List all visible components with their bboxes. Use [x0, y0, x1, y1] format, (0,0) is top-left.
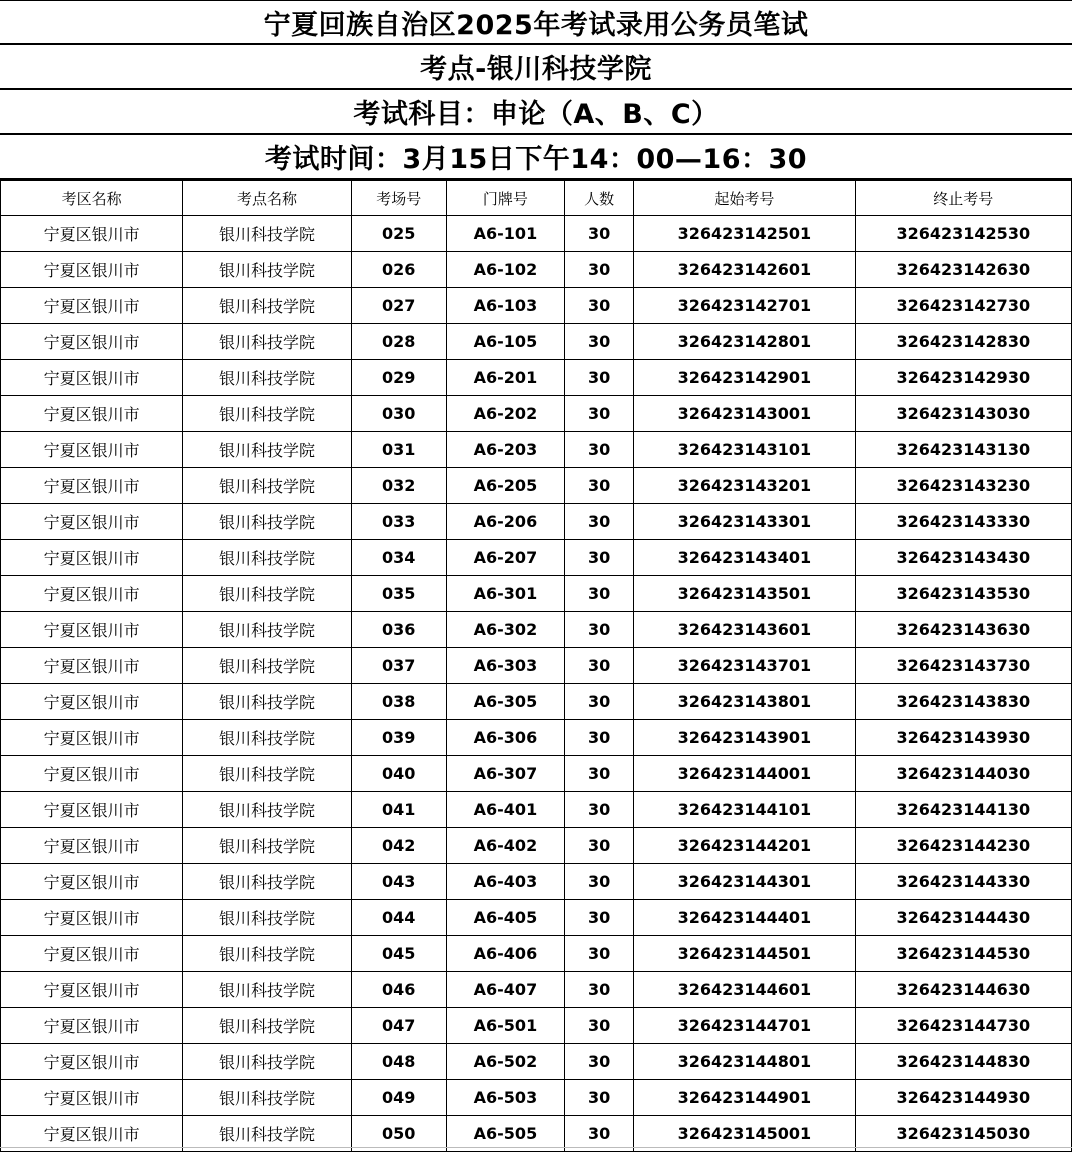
cell-start-id: 326423144501 — [634, 936, 855, 972]
cell-headcount: 30 — [565, 900, 634, 936]
cell-door-number: A6-201 — [446, 360, 564, 396]
cell-venue: 银川科技学院 — [183, 432, 351, 468]
cell-door-number: A6-505 — [446, 1116, 564, 1152]
header-room-number: 考场号 — [351, 181, 446, 216]
cell-district: 宁夏区银川市 — [1, 468, 183, 504]
cell-venue: 银川科技学院 — [183, 936, 351, 972]
table-row — [1, 1008, 1072, 1044]
cell-venue: 银川科技学院 — [183, 1080, 351, 1116]
header-headcount: 人数 — [565, 181, 634, 216]
table-row — [1, 324, 1072, 360]
header-start-id: 起始考号 — [634, 181, 855, 216]
cell-headcount: 30 — [565, 216, 634, 252]
cell-headcount: 30 — [565, 1080, 634, 1116]
cell-district: 宁夏区银川市 — [1, 432, 183, 468]
cell-headcount: 30 — [565, 648, 634, 684]
cell-district: 宁夏区银川市 — [1, 612, 183, 648]
cell-end-id: 326423144630 — [855, 972, 1071, 1008]
cell-start-id: 326423144101 — [634, 792, 855, 828]
cell-door-number: A6-403 — [446, 864, 564, 900]
cell-room-number: 043 — [351, 864, 446, 900]
cell-start-id: 326423143001 — [634, 396, 855, 432]
cell-venue: 银川科技学院 — [183, 504, 351, 540]
cell-start-id: 326423143101 — [634, 432, 855, 468]
cell-venue: 银川科技学院 — [183, 720, 351, 756]
cell-end-id: 326423144030 — [855, 756, 1071, 792]
cell-start-id: 326423143501 — [634, 576, 855, 612]
cell-end-id: 326423144530 — [855, 936, 1071, 972]
table-body — [1, 216, 1072, 1152]
header-district: 考区名称 — [1, 181, 183, 216]
exam-venue-title: 考点-银川科技学院 — [0, 45, 1072, 90]
cell-headcount: 30 — [565, 504, 634, 540]
cell-room-number: 046 — [351, 972, 446, 1008]
cell-room-number: 033 — [351, 504, 446, 540]
table-row — [1, 252, 1072, 288]
cell-door-number: A6-402 — [446, 828, 564, 864]
cell-start-id: 326423145001 — [634, 1116, 855, 1152]
cell-venue: 银川科技学院 — [183, 972, 351, 1008]
cell-venue: 银川科技学院 — [183, 864, 351, 900]
cell-start-id: 326423142501 — [634, 216, 855, 252]
cell-end-id: 326423144330 — [855, 864, 1071, 900]
cell-room-number: 026 — [351, 252, 446, 288]
cell-headcount: 30 — [565, 864, 634, 900]
cell-district: 宁夏区银川市 — [1, 864, 183, 900]
cell-district: 宁夏区银川市 — [1, 720, 183, 756]
cell-district: 宁夏区银川市 — [1, 756, 183, 792]
cell-venue: 银川科技学院 — [183, 1116, 351, 1152]
cell-end-id: 326423143030 — [855, 396, 1071, 432]
cell-start-id: 326423143701 — [634, 648, 855, 684]
table-row — [1, 864, 1072, 900]
table-row — [1, 612, 1072, 648]
table-row — [1, 432, 1072, 468]
cell-end-id: 326423143830 — [855, 684, 1071, 720]
cell-venue: 银川科技学院 — [183, 1044, 351, 1080]
cell-district: 宁夏区银川市 — [1, 324, 183, 360]
cell-start-id: 326423142601 — [634, 252, 855, 288]
cell-venue: 银川科技学院 — [183, 288, 351, 324]
cell-venue: 银川科技学院 — [183, 396, 351, 432]
cell-headcount: 30 — [565, 720, 634, 756]
table-row — [1, 216, 1072, 252]
cell-venue: 银川科技学院 — [183, 684, 351, 720]
cell-venue: 银川科技学院 — [183, 792, 351, 828]
table-row — [1, 468, 1072, 504]
cell-door-number: A6-407 — [446, 972, 564, 1008]
cell-end-id: 326423143930 — [855, 720, 1071, 756]
cell-end-id: 326423142730 — [855, 288, 1071, 324]
cell-door-number: A6-205 — [446, 468, 564, 504]
cell-room-number: 030 — [351, 396, 446, 432]
cell-district: 宁夏区银川市 — [1, 1044, 183, 1080]
cell-venue: 银川科技学院 — [183, 324, 351, 360]
cell-district: 宁夏区银川市 — [1, 396, 183, 432]
cell-door-number: A6-501 — [446, 1008, 564, 1044]
cell-start-id: 326423143301 — [634, 504, 855, 540]
cell-end-id: 326423143330 — [855, 504, 1071, 540]
cell-door-number: A6-302 — [446, 612, 564, 648]
cell-end-id: 326423144430 — [855, 900, 1071, 936]
table-row — [1, 540, 1072, 576]
cell-district: 宁夏区银川市 — [1, 216, 183, 252]
cell-door-number: A6-306 — [446, 720, 564, 756]
cell-start-id: 326423144601 — [634, 972, 855, 1008]
cell-start-id: 326423144301 — [634, 864, 855, 900]
cell-end-id: 326423143530 — [855, 576, 1071, 612]
table-row — [1, 828, 1072, 864]
cell-venue: 银川科技学院 — [183, 360, 351, 396]
cell-venue: 银川科技学院 — [183, 756, 351, 792]
cell-door-number: A6-401 — [446, 792, 564, 828]
cell-room-number: 049 — [351, 1080, 446, 1116]
cell-room-number: 042 — [351, 828, 446, 864]
cell-headcount: 30 — [565, 1008, 634, 1044]
cell-room-number: 029 — [351, 360, 446, 396]
cell-start-id: 326423142701 — [634, 288, 855, 324]
cell-end-id: 326423143430 — [855, 540, 1071, 576]
header-end-id: 终止考号 — [855, 181, 1071, 216]
cell-door-number: A6-502 — [446, 1044, 564, 1080]
cell-start-id: 326423144801 — [634, 1044, 855, 1080]
cell-start-id: 326423143801 — [634, 684, 855, 720]
table-header-row — [1, 181, 1072, 216]
cell-door-number: A6-301 — [446, 576, 564, 612]
cell-venue: 银川科技学院 — [183, 216, 351, 252]
cell-door-number: A6-103 — [446, 288, 564, 324]
cell-end-id: 326423144830 — [855, 1044, 1071, 1080]
cell-door-number: A6-307 — [446, 756, 564, 792]
cell-end-id: 326423142530 — [855, 216, 1071, 252]
cell-end-id: 326423143730 — [855, 648, 1071, 684]
cell-end-id: 326423144230 — [855, 828, 1071, 864]
table-row — [1, 684, 1072, 720]
cell-headcount: 30 — [565, 1044, 634, 1080]
cell-headcount: 30 — [565, 252, 634, 288]
cell-headcount: 30 — [565, 936, 634, 972]
cell-room-number: 036 — [351, 612, 446, 648]
cell-end-id: 326423144130 — [855, 792, 1071, 828]
cell-end-id: 326423142930 — [855, 360, 1071, 396]
cell-door-number: A6-503 — [446, 1080, 564, 1116]
cell-district: 宁夏区银川市 — [1, 1008, 183, 1044]
cell-headcount: 30 — [565, 360, 634, 396]
cell-district: 宁夏区银川市 — [1, 684, 183, 720]
cell-venue: 银川科技学院 — [183, 648, 351, 684]
cell-end-id: 326423145030 — [855, 1116, 1071, 1152]
cell-district: 宁夏区银川市 — [1, 576, 183, 612]
table-row — [1, 504, 1072, 540]
cell-start-id: 326423144401 — [634, 900, 855, 936]
cell-venue: 银川科技学院 — [183, 612, 351, 648]
cell-room-number: 027 — [351, 288, 446, 324]
cell-headcount: 30 — [565, 684, 634, 720]
cell-door-number: A6-202 — [446, 396, 564, 432]
document-title: 宁夏回族自治区2025年考试录用公务员笔试 — [0, 0, 1072, 45]
cell-headcount: 30 — [565, 1116, 634, 1152]
cell-headcount: 30 — [565, 612, 634, 648]
cell-venue: 银川科技学院 — [183, 576, 351, 612]
table-row — [1, 720, 1072, 756]
header-door-number: 门牌号 — [446, 181, 564, 216]
cell-headcount: 30 — [565, 756, 634, 792]
table-row — [1, 756, 1072, 792]
cell-venue: 银川科技学院 — [183, 900, 351, 936]
cell-district: 宁夏区银川市 — [1, 288, 183, 324]
cell-room-number: 031 — [351, 432, 446, 468]
cell-room-number: 028 — [351, 324, 446, 360]
cell-door-number: A6-207 — [446, 540, 564, 576]
cell-district: 宁夏区银川市 — [1, 1116, 183, 1152]
cell-start-id: 326423143401 — [634, 540, 855, 576]
cell-start-id: 326423142901 — [634, 360, 855, 396]
cell-headcount: 30 — [565, 828, 634, 864]
exam-time-title: 考试时间：3月15日下午14：00—16：30 — [0, 135, 1072, 180]
cell-door-number: A6-102 — [446, 252, 564, 288]
cell-venue: 银川科技学院 — [183, 1008, 351, 1044]
cell-headcount: 30 — [565, 792, 634, 828]
cell-end-id: 326423143130 — [855, 432, 1071, 468]
cell-end-id: 326423142830 — [855, 324, 1071, 360]
cell-district: 宁夏区银川市 — [1, 252, 183, 288]
table-row — [1, 900, 1072, 936]
cell-headcount: 30 — [565, 324, 634, 360]
cell-start-id: 326423143901 — [634, 720, 855, 756]
table-row — [1, 288, 1072, 324]
cell-door-number: A6-101 — [446, 216, 564, 252]
cell-headcount: 30 — [565, 576, 634, 612]
cell-door-number: A6-303 — [446, 648, 564, 684]
cell-start-id: 326423143601 — [634, 612, 855, 648]
table-row — [1, 792, 1072, 828]
cell-room-number: 034 — [351, 540, 446, 576]
cell-headcount: 30 — [565, 432, 634, 468]
cell-end-id: 326423144930 — [855, 1080, 1071, 1116]
cell-start-id: 326423144701 — [634, 1008, 855, 1044]
cell-end-id: 326423142630 — [855, 252, 1071, 288]
table-row — [1, 972, 1072, 1008]
cell-door-number: A6-406 — [446, 936, 564, 972]
cell-room-number: 035 — [351, 576, 446, 612]
cell-start-id: 326423142801 — [634, 324, 855, 360]
table-row — [1, 936, 1072, 972]
cell-start-id: 326423143201 — [634, 468, 855, 504]
table-row — [1, 1080, 1072, 1116]
cell-end-id: 326423143230 — [855, 468, 1071, 504]
cell-room-number: 048 — [351, 1044, 446, 1080]
cell-room-number: 040 — [351, 756, 446, 792]
cell-room-number: 038 — [351, 684, 446, 720]
cell-room-number: 047 — [351, 1008, 446, 1044]
cell-door-number: A6-305 — [446, 684, 564, 720]
cell-room-number: 039 — [351, 720, 446, 756]
cell-start-id: 326423144001 — [634, 756, 855, 792]
cell-district: 宁夏区银川市 — [1, 972, 183, 1008]
cell-room-number: 037 — [351, 648, 446, 684]
cell-venue: 银川科技学院 — [183, 540, 351, 576]
cell-district: 宁夏区银川市 — [1, 828, 183, 864]
cell-headcount: 30 — [565, 540, 634, 576]
cell-room-number: 025 — [351, 216, 446, 252]
cell-district: 宁夏区银川市 — [1, 648, 183, 684]
cell-room-number: 044 — [351, 900, 446, 936]
cell-venue: 银川科技学院 — [183, 468, 351, 504]
table-row — [1, 360, 1072, 396]
cell-district: 宁夏区银川市 — [1, 540, 183, 576]
cell-room-number: 050 — [351, 1116, 446, 1152]
cell-start-id: 326423144901 — [634, 1080, 855, 1116]
cell-district: 宁夏区银川市 — [1, 936, 183, 972]
table-row — [1, 576, 1072, 612]
cell-door-number: A6-105 — [446, 324, 564, 360]
cell-room-number: 041 — [351, 792, 446, 828]
table-row — [1, 648, 1072, 684]
cell-district: 宁夏区银川市 — [1, 1080, 183, 1116]
cell-district: 宁夏区银川市 — [1, 504, 183, 540]
exam-subject-title: 考试科目：申论（A、B、C） — [0, 90, 1072, 135]
cell-district: 宁夏区银川市 — [1, 900, 183, 936]
table-row — [1, 1044, 1072, 1080]
cell-headcount: 30 — [565, 288, 634, 324]
cell-district: 宁夏区银川市 — [1, 360, 183, 396]
cell-end-id: 326423143630 — [855, 612, 1071, 648]
header-venue: 考点名称 — [183, 181, 351, 216]
cell-headcount: 30 — [565, 396, 634, 432]
cell-start-id: 326423144201 — [634, 828, 855, 864]
cell-door-number: A6-203 — [446, 432, 564, 468]
cell-room-number: 032 — [351, 468, 446, 504]
table-row — [1, 396, 1072, 432]
cell-room-number: 045 — [351, 936, 446, 972]
cell-venue: 银川科技学院 — [183, 828, 351, 864]
cell-door-number: A6-405 — [446, 900, 564, 936]
exam-room-table — [0, 180, 1072, 1152]
cell-headcount: 30 — [565, 468, 634, 504]
cell-district: 宁夏区银川市 — [1, 792, 183, 828]
cell-door-number: A6-206 — [446, 504, 564, 540]
cell-headcount: 30 — [565, 972, 634, 1008]
cell-venue: 银川科技学院 — [183, 252, 351, 288]
cell-end-id: 326423144730 — [855, 1008, 1071, 1044]
